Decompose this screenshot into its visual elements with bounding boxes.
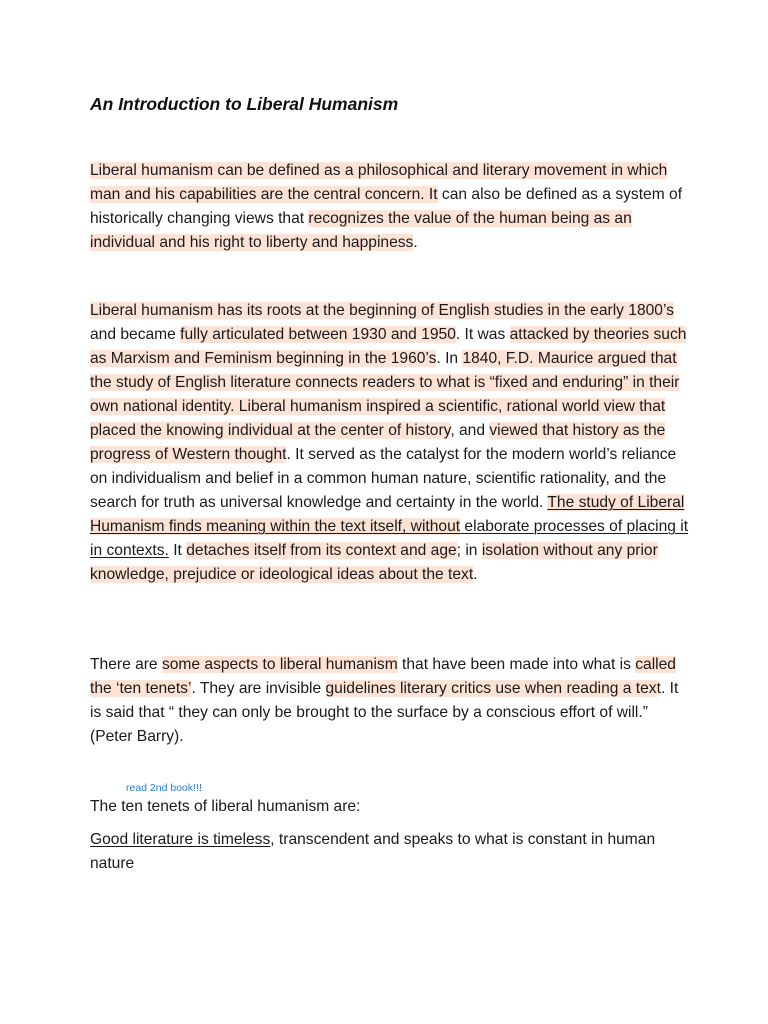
paragraph-definition [90,159,690,255]
text-segment: , and [450,422,490,439]
text-segment: . They are invisible [191,680,326,697]
highlighted-text: recognizes the value of the human being as an individual and his right to liberty and happiness [90,210,632,251]
underlined-text: Good literature is timeless [90,831,271,848]
paragraph-tenet-1 [90,828,690,876]
highlighted-text: viewed that history as the progress of Western thought [90,422,666,463]
margin-note: read 2nd book!!! [126,782,202,794]
paragraph-tenets-intro [90,653,690,749]
underlined-text: elaborate processes of placing it in contexts. [90,518,689,559]
text-segment: There are [90,656,162,673]
underlined-highlighted-text: The study of Liberal Humanism finds meaning within the text itself, without [90,494,685,535]
text-segment: . In [436,350,463,367]
text-segment: ; in [456,542,482,559]
highlighted-text: attacked by theories such as Marxism and Feminism beginning in the 1960’s [90,326,687,367]
text-segment: , transcendent and speaks to what is constant in human nature [90,831,656,872]
text-segment: . It served as the catalyst for the modern world’s reliance on individualism and belief in a common human nature, scientific rationality, and the search for truth as universal knowledge and certainty in the world. [90,446,677,511]
text-segment: and became [90,326,181,343]
highlighted-text: 1840, F.D. Maurice argued that the study of English literature connects readers to what is “fixed and enduring” in their own national identity. Liberal humanism inspired a scientific, rational world view that placed the knowing individual at the center of history [90,350,680,439]
text-segment: that have been made into what is [397,656,636,673]
highlighted-text: detaches itself from its context and age [186,542,457,559]
text-segment: t. It is said that “ they can only be brought to the surface by a conscious effort of will.” (Peter Barry). [90,680,679,745]
text-segment: The ten tenets of liberal humanism are: [90,798,361,815]
highlighted-text: guidelines literary critics use when reading a tex [325,680,657,697]
highlighted-text: Liberal humanism can be defined as a philosophical and literary movement in which man and his capabilities are the central concern. It [90,162,668,203]
paragraph-history [90,299,690,587]
highlighted-text: fully articulated between 1930 and 1950 [180,326,456,343]
highlighted-text: Liberal humanism has its roots at the beginning of English studies in the early 1800’s [90,302,674,319]
text-segment: . It was [455,326,510,343]
highlighted-text: called the ‘ten tenets’ [90,656,676,697]
text-segment: . [473,566,478,583]
highlighted-text: some aspects to liberal humanism [161,656,398,673]
text-segment: It [168,542,187,559]
text-segment: can also be defined as a system of historically changing views that [90,186,683,227]
paragraph-tenets-heading [90,795,690,819]
highlighted-text: isolation without any prior knowledge, prejudice or ideological ideas about the text [90,542,658,583]
document-title: An Introduction to Liberal Humanism [90,94,399,114]
text-segment: . [413,234,418,251]
